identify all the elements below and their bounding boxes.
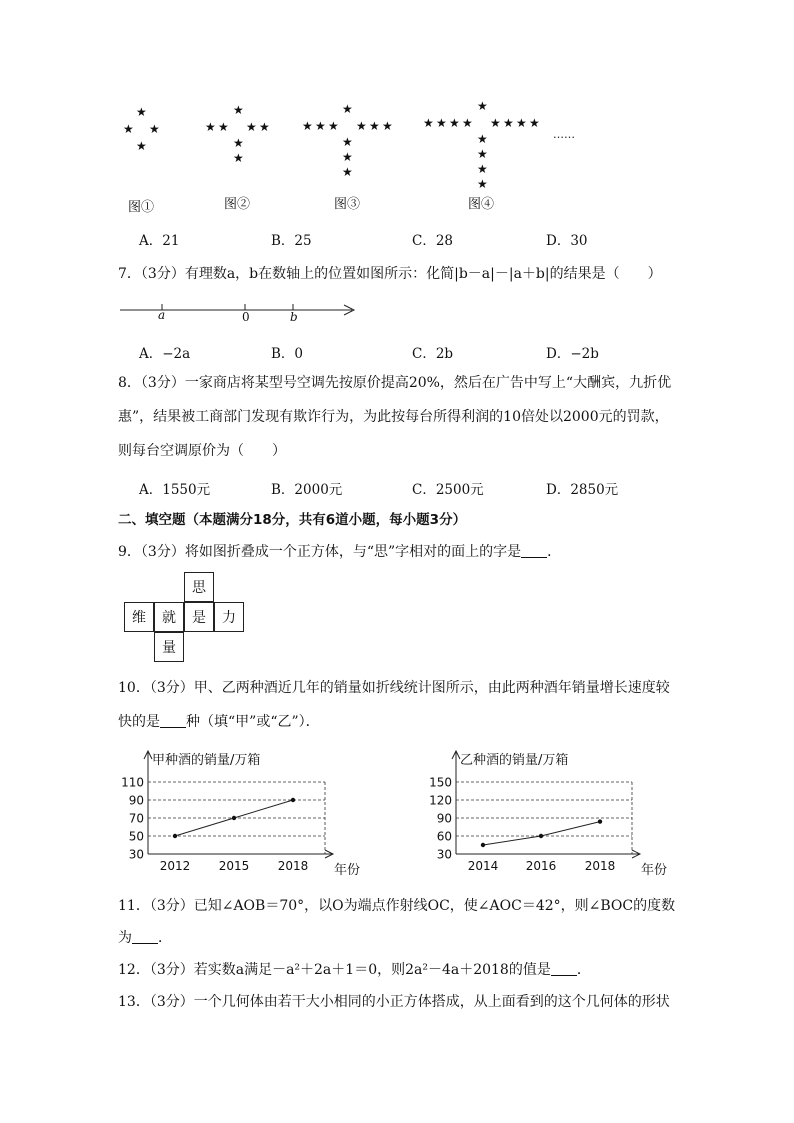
chart-title: 乙种酒的销量/万箱: [460, 753, 569, 768]
star-icon: ★: [246, 120, 257, 134]
q9-text: 9．（3分）将如图折叠成一个正方体，与“思”字相对的面上的字是: [118, 544, 522, 560]
q11-answer-blank[interactable]: [132, 929, 158, 944]
chart-title: 甲种酒的销量/万箱: [152, 753, 261, 768]
x-tick-label: 2014: [467, 859, 499, 873]
q11-text: 为: [118, 930, 132, 946]
chart-jia-sales: [112, 748, 382, 878]
q11-stem-line2: [118, 927, 172, 947]
star-icon: ★: [136, 139, 147, 153]
data-point: [481, 843, 485, 847]
star-icon: ★: [382, 119, 393, 133]
q12-text-end: ．: [576, 962, 591, 978]
number-line-zero-label: 0: [242, 310, 250, 324]
y-tick-label: 110: [121, 775, 144, 790]
x-axis-label: 年份: [641, 863, 668, 878]
q8-stem-line2: 惠”，结果被工商部门发现有欺诈行为，为此按每台所得利润的10倍处以2000元的罚款，: [118, 409, 669, 425]
x-tick-label: 2018: [584, 859, 616, 873]
net-face-4: 力: [214, 602, 244, 632]
q8-option-d[interactable]: D．2850元: [546, 482, 619, 498]
q6-option-c[interactable]: C．28: [412, 233, 454, 249]
q11-text-end: ．: [158, 930, 172, 946]
x-tick-label: 2016: [525, 859, 557, 873]
star-icon: ★: [477, 162, 488, 176]
star-icon: ★: [315, 119, 326, 133]
star-icon: ★: [205, 120, 216, 134]
star-icon: ★: [503, 116, 514, 130]
q6-option-d[interactable]: D．30: [546, 233, 588, 249]
star-icon: ★: [233, 136, 244, 150]
q10-text: 快的是: [118, 714, 160, 730]
q8-option-a[interactable]: A．1550元: [139, 482, 211, 498]
q8-stem-line3: 则每台空调原价为（ ）: [118, 443, 286, 459]
star-icon: ★: [462, 116, 473, 130]
star-icon: ★: [477, 147, 488, 161]
net-face-2: 就: [154, 602, 184, 632]
y-tick-label: 60: [436, 829, 452, 844]
pattern-ellipsis: ……: [553, 128, 575, 141]
star-icon: ★: [136, 105, 147, 119]
net-face-1: 维: [124, 602, 154, 632]
y-tick-label: 120: [429, 793, 452, 808]
y-tick-label: 30: [128, 847, 144, 862]
chart-yi-sales: [400, 748, 680, 878]
q10-stem-line2: [118, 711, 320, 731]
x-tick-label: 2018: [277, 859, 309, 873]
star-icon: ★: [123, 122, 134, 136]
data-point: [173, 834, 177, 838]
q9-stem: [118, 541, 561, 561]
q13-stem: 13．（3分）一个几何体由若干大小相同的小正方体搭成，从上面看到的这个几何体的形状: [118, 994, 670, 1010]
q8-stem-line1: 8．（3分）一家商店将某型号空调先按原价提高20%，然后在广告中写上“大酬宾，九折优: [118, 375, 672, 391]
data-point: [598, 819, 602, 823]
y-tick-label: 90: [436, 811, 452, 826]
q7-option-d[interactable]: D．−2b: [546, 346, 599, 362]
star-icon: ★: [149, 122, 160, 136]
q10-text-end: 种（填“甲”或“乙”）．: [186, 714, 320, 730]
star-icon: ★: [529, 116, 540, 130]
q12-stem: [118, 959, 591, 979]
number-line: [118, 298, 360, 328]
q10-answer-blank[interactable]: [160, 713, 186, 728]
star-icon: ★: [342, 150, 353, 164]
number-line-b-label: b: [290, 310, 298, 324]
data-point: [291, 798, 295, 802]
net-face-top: 思: [184, 572, 214, 602]
y-tick-label: 90: [128, 793, 144, 808]
star-icon: ★: [342, 102, 353, 116]
star-icon: ★: [436, 116, 447, 130]
q9-text-end: ．: [547, 544, 562, 560]
y-tick-label: 30: [436, 847, 452, 862]
q6-option-a[interactable]: A．21: [139, 233, 180, 249]
star-icon: ★: [356, 119, 367, 133]
star-icon: ★: [342, 165, 353, 179]
number-line-a-label: a: [158, 308, 166, 322]
star-icon: ★: [328, 119, 339, 133]
star-icon: ★: [302, 119, 313, 133]
q7-stem: 7．（3分）有理数a，b在数轴上的位置如图所示：化简|b－a|－|a＋b|的结果是（ ）: [118, 266, 662, 282]
star-icon: ★: [218, 120, 229, 134]
figure-label-1: 图①: [128, 200, 155, 215]
q7-option-c[interactable]: C．2b: [412, 346, 454, 362]
star-icon: ★: [342, 135, 353, 149]
net-face-3: 是: [184, 602, 214, 632]
star-icon: ★: [369, 119, 380, 133]
x-axis-label: 年份: [334, 863, 361, 878]
q6-option-b[interactable]: B．25: [271, 233, 312, 249]
star-icon: ★: [477, 132, 488, 146]
q7-option-a[interactable]: A．−2a: [139, 346, 191, 362]
y-tick-label: 50: [128, 829, 144, 844]
q9-answer-blank[interactable]: [521, 543, 547, 558]
data-point: [232, 816, 236, 820]
star-icon: ★: [449, 116, 460, 130]
q12-text: 12．（3分）若实数a满足－a²＋2a＋1＝0，则2a²－4a＋2018的值是: [118, 962, 551, 978]
q7-option-b[interactable]: B．0: [271, 346, 304, 362]
net-face-bottom: 量: [154, 632, 184, 662]
star-icon: ★: [423, 116, 434, 130]
figure-label-2: 图②: [224, 197, 251, 212]
q8-option-c[interactable]: C．2500元: [412, 482, 484, 498]
q12-answer-blank[interactable]: [551, 961, 577, 976]
q11-stem-line1: 11．（3分）已知∠AOB＝70°，以O为端点作射线OC，使∠AOC＝42°，则∠BOC的度数: [118, 898, 676, 914]
y-tick-label: 150: [429, 775, 452, 790]
star-icon: ★: [259, 120, 270, 134]
series-line: [483, 822, 600, 845]
q8-option-b[interactable]: B．2000元: [271, 482, 343, 498]
section-2-title: 二、填空题（本题满分18分，共有6道小题，每小题3分）: [118, 512, 467, 528]
star-icon: ★: [516, 116, 527, 130]
figure-label-3: 图③: [334, 197, 361, 212]
x-tick-label: 2015: [218, 859, 250, 873]
y-tick-label: 70: [128, 811, 144, 826]
star-icon: ★: [233, 151, 244, 165]
star-icon: ★: [233, 103, 244, 117]
q10-stem-line1: 10．（3分）甲、乙两种酒近几年的销量如折线统计图所示，由此两种酒年销量增长速度较: [118, 680, 670, 696]
star-icon: ★: [477, 99, 488, 113]
star-icon: ★: [477, 177, 488, 191]
star-icon: ★: [490, 116, 501, 130]
data-point: [539, 834, 543, 838]
x-tick-label: 2012: [159, 859, 191, 873]
figure-label-4: 图④: [468, 197, 495, 212]
